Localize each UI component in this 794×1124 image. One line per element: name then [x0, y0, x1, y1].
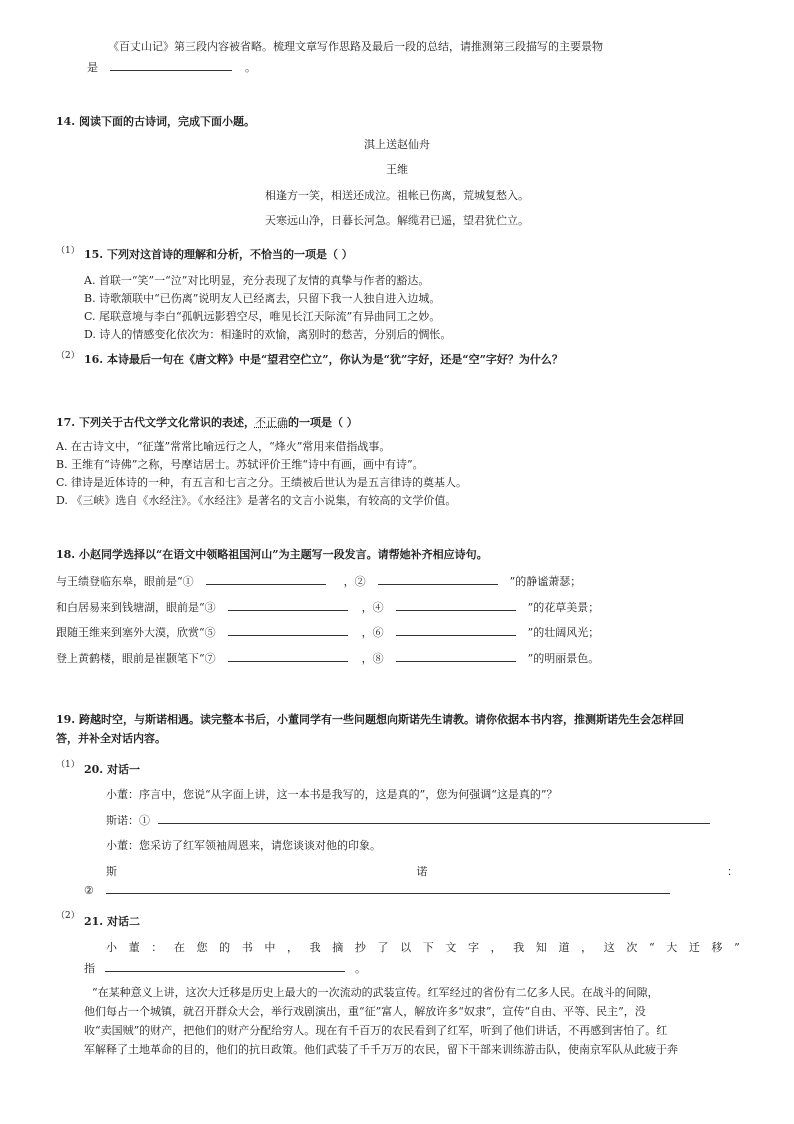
- question-15-stem: 15. 下列对这首诗的理解和分析，不恰当的一项是（ ）: [84, 248, 353, 261]
- question-17-stem-pre: 17. 下列关于古代文学文化常识的表述，: [56, 416, 255, 429]
- q18-row-3: [56, 625, 599, 640]
- intro-prefix: 是: [87, 61, 98, 74]
- q18-row-1-prefix: 与王绩登临东皋，眼前是“①: [56, 575, 194, 588]
- dialog-2-char: ，: [581, 941, 593, 954]
- dialog-2-char: 次: [626, 941, 638, 954]
- answer-blank-intro[interactable]: [110, 60, 232, 71]
- snow-colon: ：: [727, 865, 738, 878]
- answer-blank-7[interactable]: [228, 651, 348, 662]
- q18-row-3-suffix: ”的壮阔风光；: [527, 626, 600, 639]
- q18-row-4-prefix: 登上黄鹤楼，眼前是崔颢笔下“⑦: [56, 652, 216, 665]
- question-15-option-a[interactable]: A. 首联一“笑”一“泣”对比明显，充分表现了友情的真挚与作者的豁达。: [84, 274, 430, 287]
- question-15-option-b[interactable]: B. 诗歌颔联中“已伤离”说明友人已经离去，只留下我一人独自进入边城。: [84, 292, 441, 305]
- sub-marker-2: （2）: [56, 351, 80, 361]
- dialog-1-question: 小董：序言中，您说“从字面上讲，这一本书是我写的，这是真的”，您为何强调“这是真的”？: [106, 788, 558, 801]
- question-19-stem-line-2: 答，并补全对话内容。: [56, 732, 166, 745]
- passage-line-2: 他们每占一个城镇，就召开群众大会，举行戏剧演出，重“征”富人，解放许多“奴隶”，宣传“自由、平等、民主”，没: [84, 1005, 646, 1018]
- answer-blank-5[interactable]: [228, 625, 348, 636]
- answer-blank-3[interactable]: [228, 600, 348, 611]
- q18-row-2-mid: ，④: [361, 601, 384, 614]
- dialog-2-line-2: [84, 961, 366, 976]
- dialog-2-char: ，: [490, 941, 502, 954]
- dialog-2-char: 这: [603, 941, 615, 954]
- q18-row-4-mid: ，⑧: [361, 652, 384, 665]
- q18-row-1-mid: ，②: [343, 575, 366, 588]
- question-15-option-c[interactable]: C. 尾联意境与李白“孤帆远影碧空尽，唯见长江天际流”有异曲同工之妙。: [84, 310, 441, 323]
- q18-row-2-prefix: 和白居易来到钱塘湖，眼前是“③: [56, 601, 216, 614]
- dialog-2-char: 了: [377, 941, 389, 954]
- answer-blank-6[interactable]: [396, 625, 516, 636]
- poem-author: 王维: [386, 163, 408, 176]
- dialog-2-char: 抄: [354, 941, 366, 954]
- dialog-1-answer-2-line: [84, 883, 670, 898]
- q18-row-3-mid: ，⑥: [361, 626, 384, 639]
- sub-marker-1: （1）: [56, 246, 80, 256]
- dialog-2-question: [106, 941, 740, 955]
- intro-end: 。: [245, 61, 256, 74]
- question-17-stem-post: 的一项是（ ）: [287, 416, 358, 429]
- dialog-2-char: 在: [173, 941, 185, 954]
- dialog-2-char: ”: [734, 941, 740, 954]
- passage-line-3: 收“卖国贼”的财产，把他们的财产分配给穷人。现在有千百万的农民看到了红军，听到了他们讲话，不再感到害怕了。红: [84, 1024, 668, 1037]
- question-17-option-d[interactable]: D. 《三峡》选自《水经注》。《水经注》是著名的文言小说集，有较高的文学价值。: [56, 494, 457, 507]
- q18-row-2-suffix: ”的花草美景；: [527, 601, 600, 614]
- dialog-2-char: 小: [106, 941, 117, 954]
- q18-row-1-suffix: ”的静谧萧瑟；: [509, 575, 582, 588]
- intro-line-2: [87, 60, 256, 75]
- poem-line-2: 天寒远山净，日暮长河急。解缆君已遥，望君犹伫立。: [265, 214, 529, 227]
- question-20-heading: 20. 对话一: [84, 763, 140, 776]
- question-14-heading: 14. 阅读下面的古诗词，完成下面小题。: [56, 115, 255, 128]
- dialog-2-char: ，: [287, 941, 298, 954]
- dialog-2-char: 道: [558, 941, 570, 954]
- dialog-2-char: ：: [151, 941, 163, 954]
- answer-blank-2[interactable]: [378, 574, 498, 585]
- dialog-2-char: 移: [711, 941, 723, 954]
- answer-blank-8[interactable]: [396, 651, 516, 662]
- circle-number-2: ②: [84, 884, 94, 897]
- question-16-stem: 16. 本诗最后一句在《唐文粹》中是“望君空伫立”，你认为是“犹”字好，还是“空”字好？为什么？: [84, 353, 563, 366]
- question-17-option-b[interactable]: B. 王维有“诗佛”之称，号摩诘居士。苏轼评价王维“诗中有画，画中有诗”。: [56, 458, 424, 471]
- answer-blank-4[interactable]: [396, 600, 516, 611]
- q18-row-2: [56, 600, 599, 615]
- question-18-stem: 18. 小赵同学选择以“在语文中领略祖国河山”为主题写一段发言。请帮她补齐相应诗句。: [56, 548, 488, 561]
- q18-row-4: [56, 651, 599, 666]
- sub-marker-3: （1）: [56, 760, 80, 770]
- q18-row-1: [56, 574, 581, 589]
- passage-line-1: “在某种意义上讲，这次大迁移是历史上最大的一次流动的武装宣传。红军经过的省份有二亿多人民。在战斗的间隙，: [92, 986, 659, 999]
- dialog-2-char: 的: [219, 941, 231, 954]
- dialog-2-char: 您: [196, 941, 208, 954]
- dialog-2-char: 摘: [332, 941, 344, 954]
- q18-row-4-suffix: ”的明丽景色。: [527, 652, 600, 665]
- dialog-2-char: 字: [468, 941, 479, 954]
- sub-marker-4: （2）: [56, 911, 80, 921]
- answer-blank-snow-2[interactable]: [106, 883, 670, 894]
- snow-label-1: 斯诺：①: [106, 814, 150, 827]
- question-17-option-c[interactable]: C. 律诗是近体诗的一种，有五言和七言之分。王绩被后世认为是五言律诗的奠基人。: [56, 476, 468, 489]
- dialog-2-end: 。: [355, 962, 366, 975]
- dialog-1-answer-2-label: [106, 865, 738, 879]
- question-15-option-d[interactable]: D. 诗人的情感变化依次为：相逢时的欢愉，离别时的愁苦，分别后的惆怅。: [84, 328, 452, 341]
- question-17-stem: [56, 416, 358, 430]
- dialog-2-char: 知: [535, 941, 547, 954]
- dialog-1-question-2: 小董：您采访了红军领袖周恩来，请您谈谈对他的印象。: [106, 839, 381, 852]
- answer-blank-1[interactable]: [206, 574, 326, 585]
- dialog-1-answer: [106, 813, 710, 828]
- dialog-2-char: 书: [241, 941, 253, 954]
- dialog-2-char: 文: [445, 941, 457, 954]
- question-17-emphasis: 不正确: [254, 416, 288, 429]
- dialog-2-char: 董: [128, 941, 140, 954]
- snow-char-2: 诺: [416, 865, 428, 878]
- dialog-2-char: 迁: [688, 941, 700, 954]
- passage-line-4: 军解释了土地革命的目的，他们的抗日政策。他们武装了千千万万的农民，留下干部来训练游击队，使南京军队从此疲于奔: [84, 1043, 678, 1056]
- dialog-2-char: 下: [422, 941, 434, 954]
- dialog-2-prefix: 指: [84, 962, 95, 975]
- question-17-option-a[interactable]: A. 在古诗文中，“征蓬”常常比喻远行之人，“烽火”常用来借指战事。: [56, 440, 391, 453]
- question-21-heading: 21. 对话二: [84, 915, 140, 928]
- dialog-2-char: 以: [400, 941, 412, 954]
- dialog-2-char: “: [649, 941, 655, 954]
- dialog-2-char: 大: [666, 941, 678, 954]
- answer-blank-snow-1[interactable]: [158, 813, 710, 824]
- snow-char-1: 斯: [106, 865, 117, 878]
- dialog-2-char: 我: [513, 941, 525, 954]
- poem-title: 淇上送赵仙舟: [364, 138, 430, 151]
- intro-line-1: 《百丈山记》第三段内容被省略。梳理文章写作思路及最后一段的总结，请推测第三段描写的主要景物: [108, 40, 603, 53]
- question-19-stem-line-1: 19. 跨越时空，与斯诺相遇。读完整本书后，小董同学有一些问题想向斯诺先生请教。请你依据本书内容，推测斯诺先生会怎样回: [56, 713, 684, 726]
- answer-blank-migration[interactable]: [105, 961, 345, 972]
- poem-line-1: 相逢方一笑，相送还成泣。祖帐已伤离，荒城复愁入。: [265, 189, 529, 202]
- dialog-2-char: 我: [309, 941, 321, 954]
- dialog-2-char: 中: [264, 941, 276, 954]
- q18-row-3-prefix: 跟随王维来到塞外大漠，欣赏“⑤: [56, 626, 216, 639]
